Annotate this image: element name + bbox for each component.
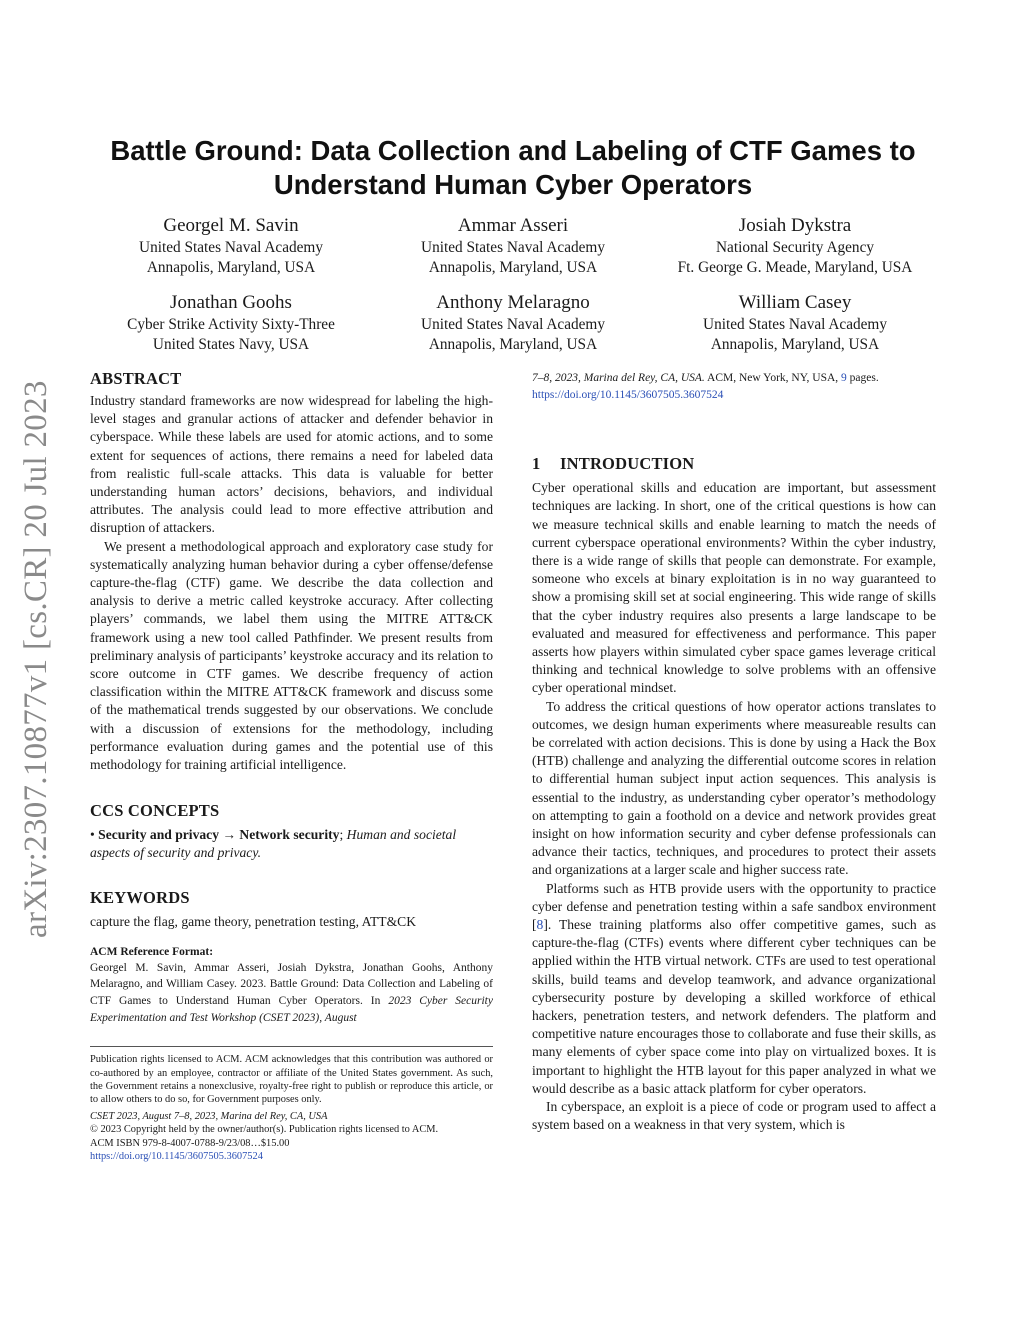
footnote-divider [90, 1046, 493, 1047]
abstract-paragraph-1: Industry standard frameworks are now widespread for labeling the high-level stages and granular actions of attacker and defender behavior in cyberspace. While these labels are used for atomic actions, and to some extent for sequences of actions, there remains a need for labeled data from realistic full-scale attacks. This data is valuable for better understanding human actors’ decisions, behaviors, and individual attributes. The analysis could lead to more effective attribution and disruption of attackers. [90, 393, 493, 536]
footnote-conference: CSET 2023, August 7–8, 2023, Marina del Rey, CA, USA [90, 1110, 328, 1122]
author-melaragno [372, 291, 654, 355]
author-affiliation: United States Naval Academy [139, 239, 323, 256]
author-dykstra [654, 214, 936, 278]
author-goohs [90, 291, 372, 355]
author-location: Ft. George G. Meade, Maryland, USA [677, 259, 913, 276]
author-location: Annapolis, Maryland, USA [146, 259, 316, 276]
ccs-arrow: → [219, 827, 240, 843]
abstract-heading: ABSTRACT [90, 369, 182, 388]
intro-paragraph-2: To address the critical questions of how operator actions translates to outcomes, we design human experiments where measureable results can be correlated with action decisions. This is done by using a Hack the Box (HTB) challenge and analyzing the differential outcome scores in relation to differential human subject input action sequences. This analysis is essential to the industry, as understanding cyber operator’s methodology on attempting to gain a foothold on a device and network provides great insight on how information security and cyber defense professionals can advance their tactics, techniques, and procedures to protect their assets and organizations at a larger scale and higher success rate. [532, 698, 936, 878]
author-asseri [372, 214, 654, 278]
author-row-1 [90, 214, 936, 278]
acm-reference-venue: 2023 Cyber Security Experimentation and Test Workshop (CSET 2023), August [90, 995, 493, 1024]
footnote-isbn: ACM ISBN 979-8-4007-0788-9/23/08…$15.00 [90, 1137, 290, 1149]
acm-reference-pages-link[interactable]: 9 [841, 372, 847, 384]
keywords-heading: KEYWORDS [90, 887, 190, 907]
footnote-copyright: © 2023 Copyright held by the owner/author(s). Publication rights licensed to ACM. [90, 1124, 439, 1136]
introduction-heading [532, 453, 936, 475]
footnote-doi-link[interactable]: https://doi.org/10.1145/3607505.3607524 [90, 1151, 263, 1163]
ccs-term-network: Network security [239, 827, 340, 843]
author-location: Annapolis, Maryland, USA [710, 336, 880, 353]
author-name: Ammar Asseri [457, 215, 569, 236]
acm-reference-doi-link[interactable]: https://doi.org/10.1145/3607505.3607524 [532, 388, 724, 401]
acm-reference-body: Georgel M. Savin, Ammar Asseri, Josiah Dykstra, Jonathan Goohs, Anthony Melaragno, and William Casey. 2023. Battle Ground: Data Collection and Labeling of CTF Games to Understand Human Cyber Operators. In [90, 961, 493, 1008]
ccs-separator: ; [339, 827, 347, 843]
author-savin [90, 214, 372, 278]
right-column [532, 370, 936, 1135]
author-affiliation: United States Naval Academy [421, 316, 605, 333]
author-name: Josiah Dykstra [738, 215, 852, 236]
author-block [90, 214, 936, 368]
keywords-text: capture the flag, game theory, penetration testing, ATT&CK [90, 913, 417, 929]
acm-reference-heading: ACM Reference Format: [90, 945, 214, 958]
author-affiliation: United States Naval Academy [421, 239, 605, 256]
title-line-1: Battle Ground: Data Collection and Labeling of CTF Games to [110, 135, 916, 166]
title-line-2: Understand Human Cyber Operators [273, 169, 753, 200]
author-affiliation: National Security Agency [715, 239, 875, 256]
author-name: Anthony Melaragno [436, 292, 590, 313]
intro-p3-text-b: ]. These training platforms also offer competitive games, such as capture-the-flag (CTFs) events where different cyber techniques can be applied within the HTB virtual network. CTFs are used to test operational skills, build teams and develop teamwork, and advance organizational cybersecurity posture by developing a skilled workforce of ethical hackers, penetration testers, and network defenders. The platform and competitive nature encourages those to collaborate and fuse their skills, as many elements of cyber space come into play on virtualized boxes. It is important to highlight the HTB layout for this paper analyzed in what we would describe as a basic attack platform for cyber operators. [532, 917, 936, 1096]
intro-p3-text-a: Platforms such as HTB provide users with the opportunity to practice cyber defense and penetration testing within a safe sandbox environment [ [532, 880, 936, 933]
author-name: Georgel M. Savin [163, 215, 299, 236]
section-number: 1 [532, 454, 541, 474]
acm-reference-pages: pages. [846, 372, 879, 384]
author-location: United States Navy, USA [152, 336, 310, 353]
ccs-heading: CCS CONCEPTS [90, 801, 220, 821]
citation-link[interactable]: 8 [536, 917, 544, 933]
left-column [90, 368, 493, 1164]
paper-title [90, 134, 936, 202]
ccs-term-human: Human and societal aspects of security and privacy. [90, 827, 457, 861]
ccs-concepts [90, 826, 493, 862]
author-location: Annapolis, Maryland, USA [428, 336, 598, 353]
abstract-paragraph-2: We present a methodological approach and exploratory case study for systematically analyzing human behavior during a cyber offense/defense capture-the-flag (CTF) game. We describe the data collection and analysis to derive a metric called keystroke accuracy. After collecting players’ commands, we label them using the MITRE ATT&CK framework using a new tool called Pathfinder. We present results from preliminary analysis of participants’ keystroke accuracy and its relation to score outcome in CTF games. We describe frequency of action classification within the MITRE ATT&CK framework and discuss some of the mathematical trends suggested by our observations. We conclude with a discussion of extensions for the methodology, including performance evaluation during games and the potential use of this methodology for training artificial intelligence. [90, 538, 493, 773]
ccs-term-security: Security and privacy [98, 827, 220, 843]
author-name: William Casey [738, 292, 852, 313]
author-row-2 [90, 291, 936, 355]
author-affiliation: United States Naval Academy [703, 316, 887, 333]
author-casey [654, 291, 936, 355]
acm-reference-venue-cont: 7–8, 2023, Marina del Rey, CA, USA. [532, 372, 705, 384]
ccs-bullet: • [90, 827, 99, 843]
acm-reference-text [90, 960, 493, 1026]
acm-reference-continuation [532, 370, 936, 403]
intro-paragraph-1: Cyber operational skills and education are important, but assessment techniques are lacking. In short, one of the critical questions is how can we measure technical skills and enable learning to match the needs of current cyberspace operational environments? Within the cyber industry, there is a wide range of skills that people can demonstrate. For example, someone who excels at binary exploitation is in no way guaranteed to show a promising skill set at social engineering. This wide range of skills that the cyber industry requires also presents a large landscape to be evaluated and measured for effectiveness and performance. This paper asserts how players within simulated cyber space games leverage critical thinking and technical knowledge to solve problems with an offensive cyber operational mindset. [532, 480, 936, 696]
intro-paragraph-4: In cyberspace, an exploit is a piece of code or program used to affect a system based on a weakness in that very system, which is [532, 1099, 936, 1133]
section-title: INTRODUCTION [560, 454, 695, 474]
arxiv-identifier: arXiv:2307.10877v1 [cs.CR] 20 Jul 2023 [18, 380, 54, 938]
intro-paragraph-3 [532, 880, 936, 1098]
author-affiliation: Cyber Strike Activity Sixty-Three [127, 316, 335, 333]
author-name: Jonathan Goohs [170, 292, 292, 313]
author-location: Annapolis, Maryland, USA [428, 259, 598, 276]
acm-reference-publisher: ACM, New York, NY, USA, [704, 372, 842, 384]
footnote-rights: Publication rights licensed to ACM. ACM acknowledges that this contribution was authored or co-authored by an employee, contractor or affiliate of the United States government. As such, the Government retains a nonexclusive, royalty-free right to publish or reproduce this article, or to allow others to do so, for Government purposes only. [90, 1054, 493, 1106]
